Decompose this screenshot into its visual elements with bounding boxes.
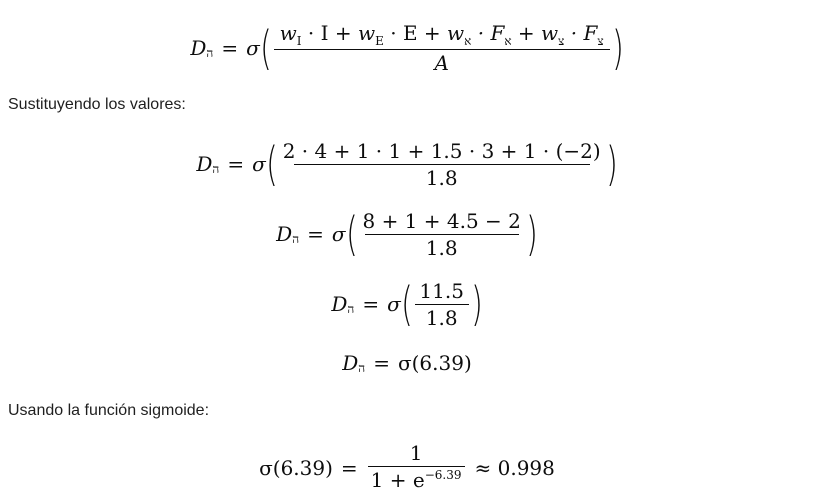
sigmoid-denominator: $1 + e^{-6.39}$ [368, 466, 465, 496]
step1-fraction [280, 138, 604, 191]
sigmoid-fraction [368, 440, 465, 496]
step1-denominator: 1.8 [294, 164, 590, 191]
step3-equation: D ה = σ ( $\frac{11.5}{1.8}$ ) [331, 277, 483, 331]
step3-fraction [415, 278, 469, 331]
step1-equation: D ה = σ ( $\frac{2 \cdot 4 + 1 \cdot 1 + 1.5 \cdot 3 + 1 \cdot (-2)}{1.8}$ ) [196, 137, 618, 191]
sigmoid-equation: σ(6.39) = $\frac{1}{1 + e^{-6.39}}$ ≈ 0.998 [0, 440, 814, 496]
right-paren: ) [611, 21, 624, 75]
step2-fraction [359, 208, 523, 261]
substituting-text: Sustituyendo los valores: [8, 96, 186, 113]
step2-denominator: 1.8 [365, 234, 519, 261]
general-fraction [274, 20, 610, 76]
step2-equation: D ה = σ ( $\frac{8 + 1 + 4.5 - 2}{1.8}$ ) [276, 207, 538, 261]
step3-numerator: 11.5 [419, 278, 464, 303]
lhs-subscript: ה [206, 45, 214, 60]
sigmoid-numerator: 1 [409, 441, 423, 465]
step3-denominator: 1.8 [415, 304, 469, 331]
step1-numerator: 2 · 4 + 1 · 1 + 1.5 · 3 + 1 · (−2) [282, 138, 601, 163]
using-sigmoid-text: Usando la función sigmoide: [8, 402, 210, 419]
equals-sign: = [221, 36, 239, 60]
general-numerator: $w_I \cdot I + w_E \cdot E + w_א \cdot F_א + w_צ \cdot F_צ$ [279, 21, 604, 48]
general-formula [0, 20, 814, 76]
step4-rhs: σ(6.39) [397, 351, 472, 375]
step2-numerator: 8 + 1 + 4.5 − 2 [362, 208, 521, 233]
lhs-symbol: D [190, 36, 207, 60]
sigmoid-approx: ≈ 0.998 [474, 456, 555, 480]
left-paren: ( [259, 21, 272, 75]
step4-equation: D ה = σ(6.39) [342, 351, 472, 375]
general-denominator: A [274, 49, 610, 76]
sigmoid-lhs: σ(6.39) [259, 456, 333, 480]
sigma-symbol: σ [246, 36, 260, 60]
